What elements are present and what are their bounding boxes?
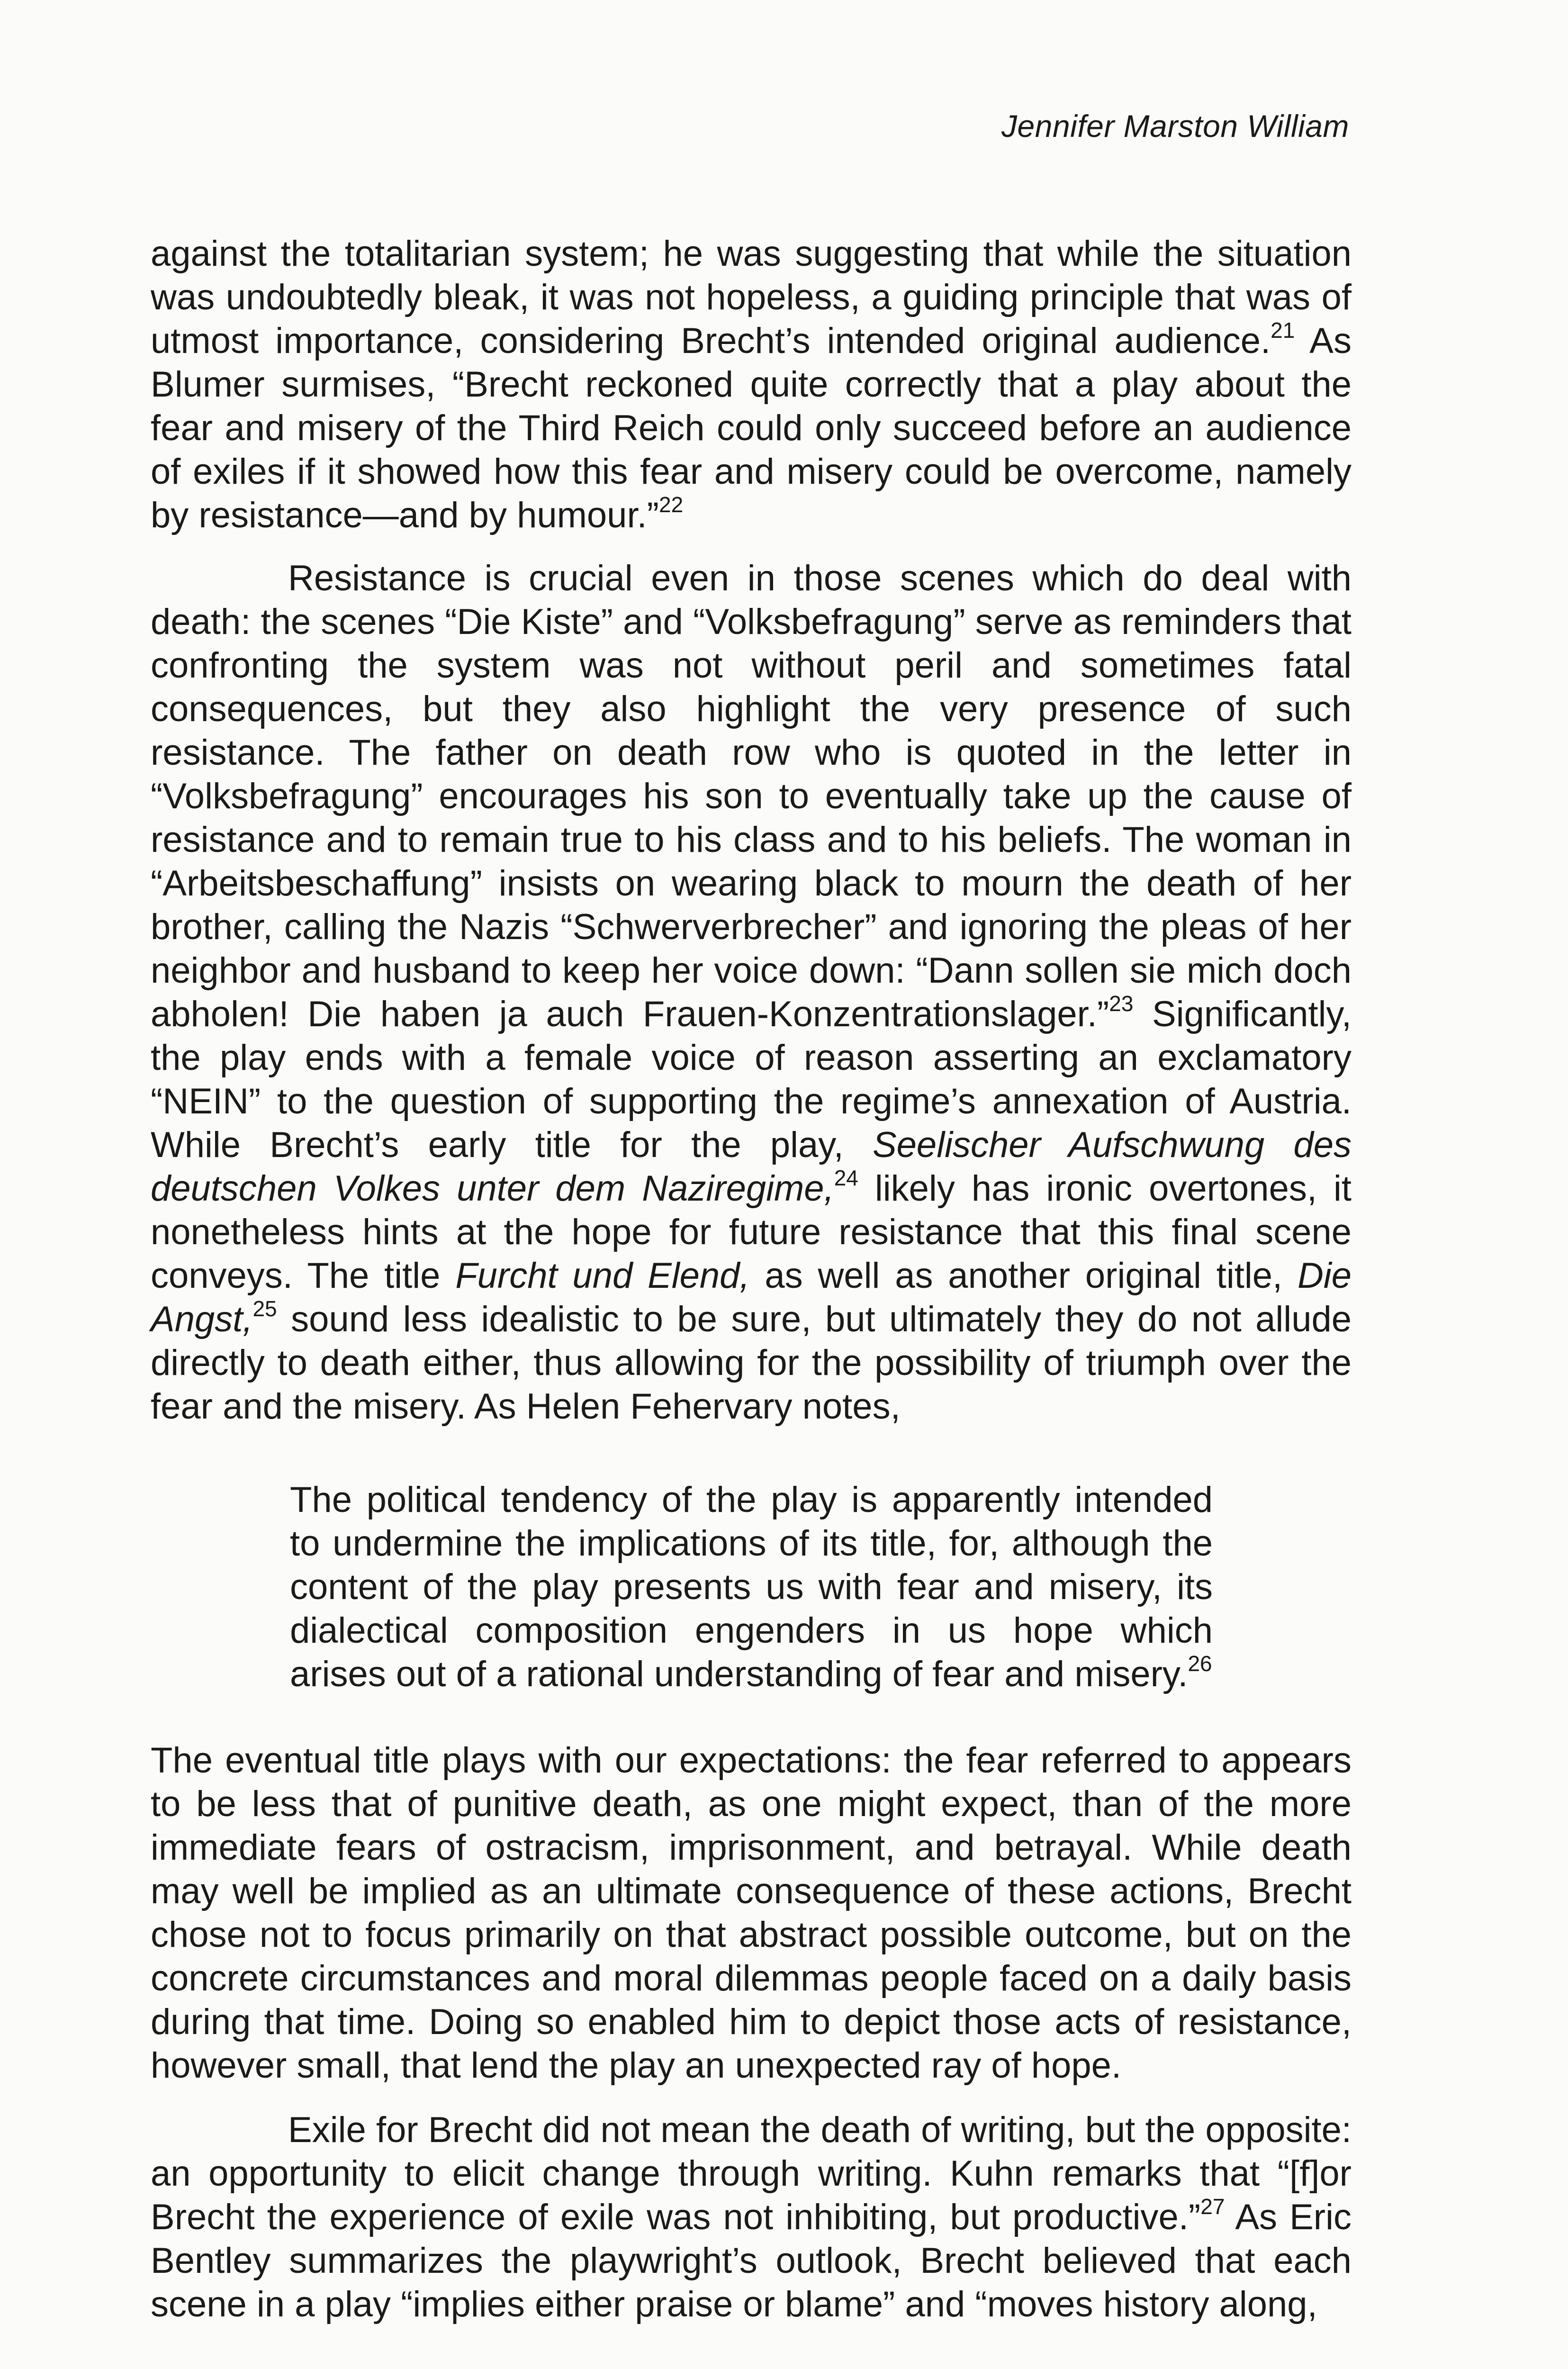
italic-title: Die Angst, (151, 1256, 1352, 1339)
paragraph-text: As Eric Bentley summarizes the playwright’s outlook, Brecht believed that each scene in a play “implies either praise or blame” and “moves history along, (151, 2197, 1352, 2324)
footnote-ref-22: 22 (658, 492, 684, 517)
paragraph-text: Resistance is crucial even in those scenes which do deal with death: the scenes “Die Kiste” and “Volksbefragung” serve as reminders that confronting the system was not without peril and sometimes fatal consequences, but they also highlight the very presence of such resistance. The father on death row who is quoted in the letter in “Volksbefragung” encourages his son to eventually take up the cause of resistance and to remain true to his class and to his beliefs. The woman in “Arbeitsbeschaffung” insists on wearing black to mourn the death of her brother, calling the Nazis “Schwerverbrecher” and ignoring the pleas of her neighbor and husband to keep her voice down: “Dann sollen sie mich doch abholen! Die haben ja auch Frauen-Konzentrationslager.” (151, 558, 1352, 1034)
paragraph-1 (151, 232, 1352, 537)
footnote-ref-26: 26 (1188, 1651, 1212, 1676)
footnote-ref-24: 24 (834, 1165, 858, 1190)
block-quote (290, 1478, 1213, 1696)
italic-title: Furcht und Elend, (455, 1256, 750, 1296)
footnote-ref-23: 23 (1109, 991, 1134, 1016)
footnote-ref-25: 25 (252, 1296, 277, 1321)
footnote-ref-21: 21 (1271, 317, 1295, 343)
footnote-ref-27: 27 (1200, 2194, 1225, 2219)
paragraph-text: As Blumer surmises, “Brecht reckoned quite correctly that a play about the fear and misery of the Third Reich could only succeed before an audience of exiles if it showed how this fear and misery could be overcome, namely by resistance—and by humour.” (151, 321, 1352, 535)
running-head: Jennifer Marston William (1001, 109, 1349, 144)
italic-title: Seelischer Aufschwung des deutschen Volkes unter dem Naziregime, (151, 1125, 1352, 1209)
paragraph-text: as well as another original title, (749, 1256, 1298, 1296)
paragraph-text: sound less idealistic to be sure, but ultimately they do not allude directly to death either, thus allowing for the possibility of triumph over the fear and the misery. As Helen Fehervary notes, (151, 1299, 1352, 1427)
paragraph-text: Exile for Brecht did not mean the death of writing, but the opposite: an opportunity to elicit change through writing. Kuhn remarks that “[f]or Brecht the experience of exile was not inhibiting, but productive.” (151, 2110, 1352, 2237)
paragraph-2 (151, 557, 1352, 1429)
paragraph-text: likely has ironic overtones, it nonetheless hints at the hope for future resistance that this final scene conveys. The title (151, 1168, 1352, 1296)
paragraph-3: The eventual title plays with our expectations: the fear referred to appears to be less that of punitive death, as one might expect, than of the more immediate fears of ostracism, imprisonment, and betrayal. While death may well be implied as an ultimate consequence of these actions, Brecht chose not to focus primarily on that abstract possible outcome, but on the concrete circumstances and moral dilemmas people faced on a daily basis during that time. Doing so enabled him to depict those acts of resistance, however small, that lend the play an unexpected ray of hope. (151, 1740, 1352, 2086)
paragraph-text: Significantly, the play ends with a female voice of reason asserting an exclamatory “NEIN” to the question of supporting the regime’s annexation of Austria. While Brecht’s early title for the play, (151, 994, 1352, 1165)
paragraph-text: against the totalitarian system; he was suggesting that while the situation was undoubtedly bleak, it was not hopeless, a guiding principle that was of utmost importance, considering Brecht’s intended original audience. (151, 234, 1352, 361)
quote-text: The political tendency of the play is apparently intended to undermine the implications of its title, for, although the content of the play presents us with fear and misery, its dialectical composition engenders in us hope which arises out of a rational understanding of fear and misery. (290, 1480, 1213, 1694)
paragraph-4 (151, 2108, 1352, 2326)
